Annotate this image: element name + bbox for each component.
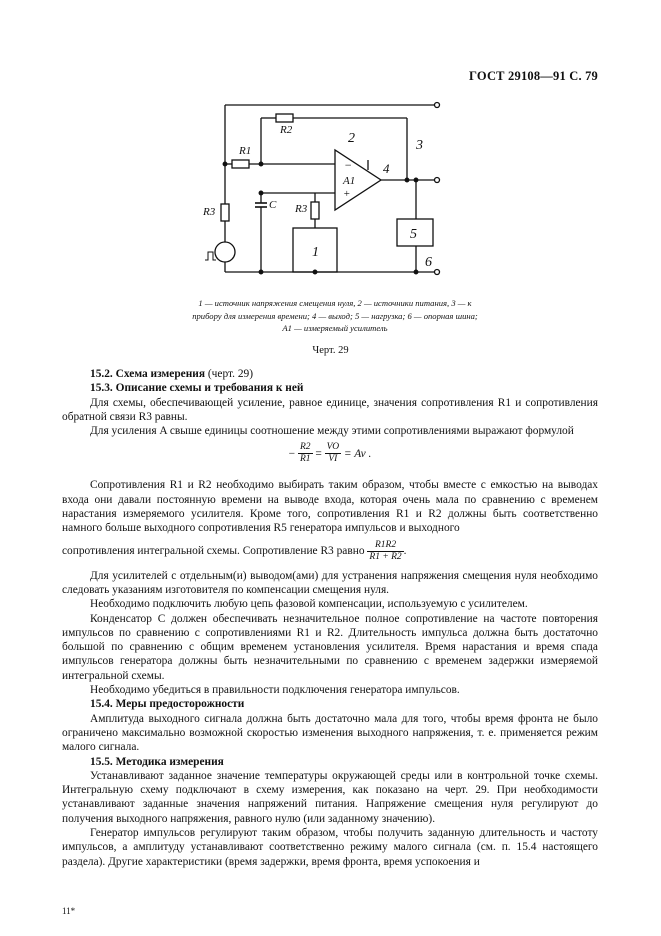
svg-text:R3: R3 xyxy=(295,203,308,215)
heading-15-4: 15.4. Меры предосторожности xyxy=(90,698,245,711)
paragraph: Генератор импульсов регулируют таким образом, чтобы получить заданную длительность и частоту импульсов, а амплитуду устанавливают соответственно режиму малого сигнала (см. п. 15.4 настоящего раздела). Другие характеристики (время задержки, время фронта, время успокоения и xyxy=(62,827,598,868)
main-text xyxy=(62,367,598,869)
circuit-diagram xyxy=(195,92,455,292)
svg-text:R1: R1 xyxy=(239,145,252,157)
paragraph-r3: сопротивления интегральной схемы. Сопротивление R3 равно $\frac{R1R2}{R1 + R2}$ . xyxy=(62,539,407,562)
paragraph: Для усилителей с отдельным(и) выводом(ами) для устранения напряжения смещения нуля необходимо следовать указаниям изготовителя по компенсации смещения нуля. xyxy=(62,569,598,596)
svg-text:R3: R3 xyxy=(203,206,216,218)
terminal-bottom xyxy=(435,270,440,275)
svg-text:2: 2 xyxy=(348,131,355,146)
resistor-r1 xyxy=(232,160,249,168)
terminal-output xyxy=(435,178,440,183)
svg-text:−: − xyxy=(344,158,353,172)
svg-text:1: 1 xyxy=(312,245,319,260)
heading-15-2: 15.2. Схема измерения (черт. 29) xyxy=(90,368,254,380)
paragraph: Для схемы, обеспечивающей усиление, равное единице, значения сопротивления R1 и сопротивления обратной связи R3 равны. xyxy=(62,396,598,423)
paragraph: Устанавливают заданное значение температуры окружающей среды или в контрольной точке схемы. Интегральную схему подключают в схему измерения, как показано на черт. 29. При необходимости устанавливают заданные значения напряжений питания. Напряжение смещения нуля регулируют до получения выходного напряжения, равного нулю (или заданному значению). xyxy=(62,769,598,825)
paragraph: Амплитуда выходного сигнала должна быть достаточно мала для того, чтобы время фронта не было ограничено максимально возможной скоростью изменения выходного напряжения, т. е. применяется режим малого сигнала. xyxy=(62,712,598,754)
terminal-top xyxy=(435,103,440,108)
opamp-a1 xyxy=(335,150,381,210)
figure-label: Черт. 29 xyxy=(312,345,349,356)
svg-text:+: + xyxy=(343,188,351,200)
paragraph: Необходимо подключить любую цепь фазовой компенсации, используемую с усилителем. xyxy=(90,598,528,611)
paragraph: Сопротивления R1 и R2 необходимо выбирать таким образом, чтобы вместе с емкостью на выводах входа они давали постоянную времени на выводе входа, которая очень мала по сравнению с временем нарастания измеряемого усилителя. Кроме того, сопротивления R1 и R2 должны быть соответственно намного больше выходного сопротивления R5 генератора импульсов и выходного xyxy=(62,479,598,535)
formula: − $\frac{R2}{R1}$ = $\frac{VO}{VI}$ = Av . xyxy=(288,442,372,465)
heading-15-3: 15.3. Описание схемы и требования к ней xyxy=(90,382,304,395)
page-header: ГОСТ 29108—91 С. 79 xyxy=(469,69,598,83)
resistor-r3-b xyxy=(311,202,319,219)
paragraph: Для усиления A свыше единицы соотношение между этими сопротивлениями выражают формулой xyxy=(90,425,574,438)
resistor-r2 xyxy=(276,114,293,122)
svg-text:4: 4 xyxy=(383,161,390,176)
svg-text:3: 3 xyxy=(416,138,423,153)
resistor-r3-a xyxy=(221,204,229,221)
paragraph: Конденсатор C должен обеспечивать незначительное полное сопротивление на частоте повторения импульсов по сравнению с сопротивлениями R1 и R2. Длительность импульса должна быть достаточно большой по сравнению с общим временем установления усилителя. Время нарастания и время спада импульсов генератора должны быть незначительными по сравнению с временем задержки измеряемой интегральной схемы. xyxy=(62,612,598,682)
svg-text:A1: A1 xyxy=(343,175,356,187)
page-footnote: 11* xyxy=(62,906,76,916)
heading-15-5: 15.5. Методика измерения xyxy=(90,755,224,768)
svg-text:C: C xyxy=(269,199,277,211)
svg-text:5: 5 xyxy=(410,227,417,242)
svg-text:R2: R2 xyxy=(280,124,293,136)
signal-source xyxy=(215,242,235,262)
svg-text:6: 6 xyxy=(425,255,432,270)
paragraph: Необходимо убедиться в правильности подключения генератора импульсов. xyxy=(90,684,460,697)
figure-caption: 1 — источник напряжения смещения нуля, 2 — источники питания, 3 — к прибору для измерения времени; 4 — выход; 5 — нагрузка; 6 — опорная шина; A1 — измеряемый усилитель xyxy=(192,298,478,333)
